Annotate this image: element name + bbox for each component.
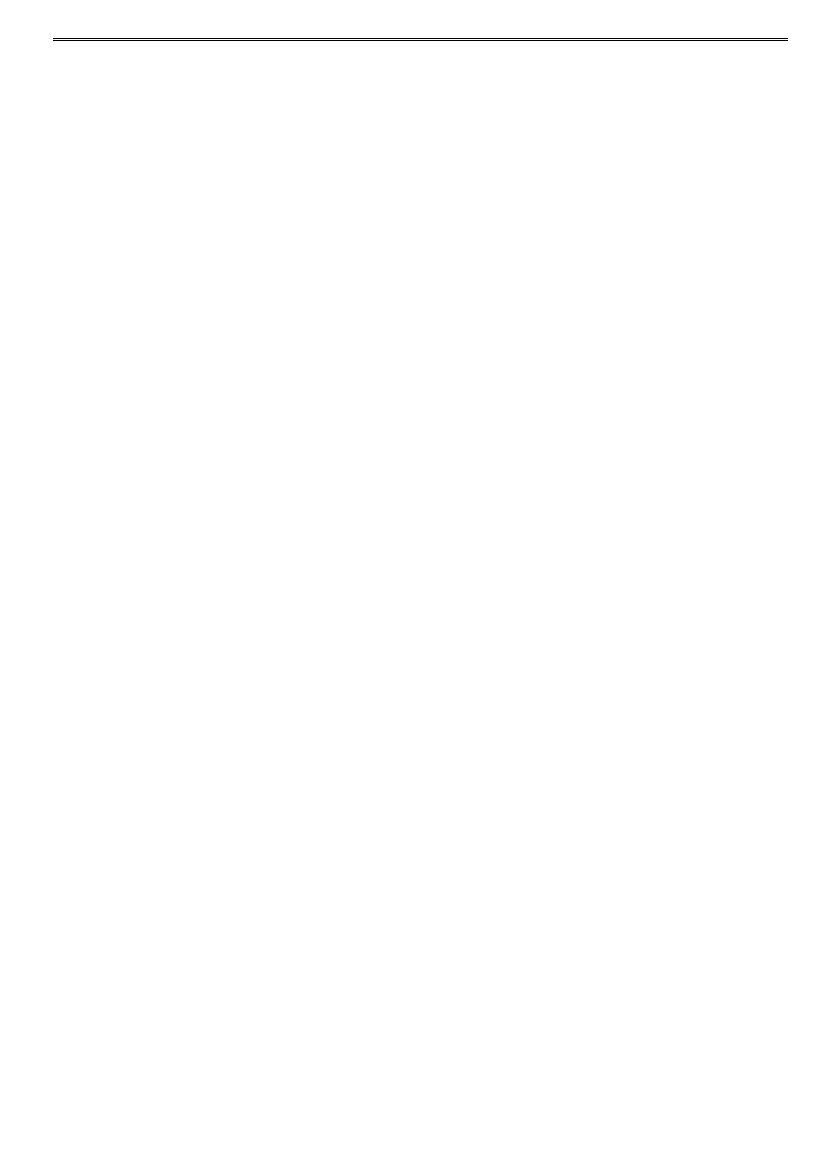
attachments-header-row: [53, 39, 788, 41]
document-page: [53, 38, 788, 41]
